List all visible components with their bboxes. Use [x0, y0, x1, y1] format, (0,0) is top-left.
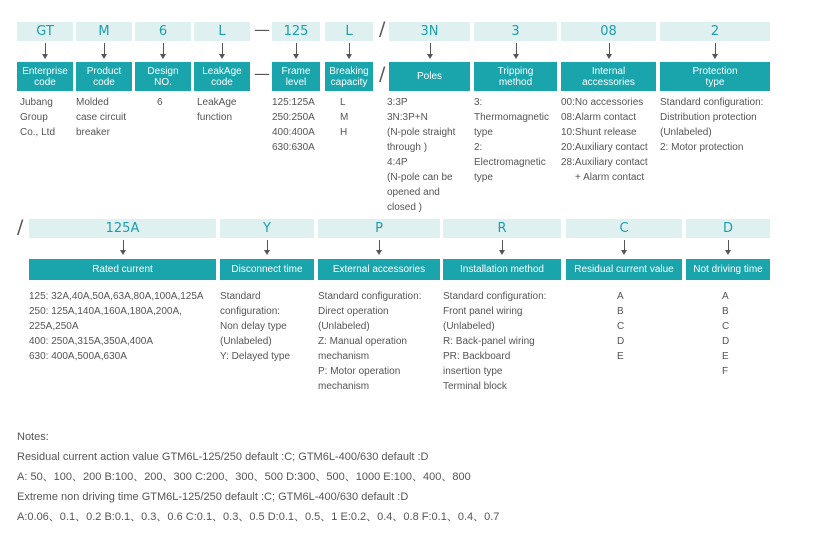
arrow-down-icon: [609, 43, 610, 55]
description-line: through ): [387, 142, 428, 153]
separator-dash: —: [254, 64, 270, 83]
description-line: Terminal block: [443, 381, 507, 392]
poles-header: Poles: [389, 62, 470, 91]
design-no-description: [157, 95, 163, 110]
description-line: 250: 125A,140A,160A,180A,200A,: [29, 306, 182, 317]
description-line: case circuit: [76, 112, 127, 123]
external-accessories-description: [318, 289, 421, 394]
description-line: insertion type: [443, 366, 503, 377]
description-line: Distribution protection: [660, 112, 757, 123]
description-line: 400: 250A,315A,350A,400A: [29, 336, 153, 347]
arrow-down-icon: [222, 43, 223, 55]
description-line: (N-pole straight: [387, 127, 456, 138]
description-line: 00:No accessories: [561, 97, 644, 108]
arrow-down-icon: [624, 240, 625, 251]
breaking-capacity-value: L: [325, 22, 373, 41]
arrow-down-icon: [296, 43, 297, 55]
description-line: P: Motor operation: [318, 366, 401, 377]
arrow-down-icon: [715, 43, 716, 55]
description-line: 2:: [474, 142, 483, 153]
residual-current-value-description: [617, 289, 624, 364]
arrow-down-icon: [163, 43, 164, 55]
arrow-down-icon: [349, 43, 350, 55]
description-line: 20:Auxiliary contact: [561, 142, 648, 153]
installation-method-description: [443, 289, 546, 394]
description-line: opened and: [387, 187, 440, 198]
tripping-method-value: 3: [474, 22, 557, 41]
external-accessories-value: P: [318, 219, 440, 238]
product-code-value: M: [76, 22, 132, 41]
arrow-down-icon: [430, 43, 431, 55]
description-line: 2: Motor protection: [660, 142, 744, 153]
description-line: 125: 32A,40A,50A,63A,80A,100A,125A: [29, 291, 204, 302]
description-line: mechanism: [318, 381, 370, 392]
design-no-value: 6: [135, 22, 191, 41]
description-line: A: [722, 291, 729, 302]
arrow-down-icon: [45, 43, 46, 55]
description-line: R: Back-panel wiring: [443, 336, 535, 347]
description-line: A: [617, 291, 624, 302]
rated-current-description: [29, 289, 204, 364]
description-line: E: [617, 351, 624, 362]
description-line: B: [617, 306, 624, 317]
description-line: 630: 400A,500A,630A: [29, 351, 127, 362]
design-no-header: Design NO.: [135, 62, 191, 91]
description-line: Co., Ltd: [20, 127, 56, 138]
description-line: L: [340, 97, 346, 108]
description-line: D: [617, 336, 625, 347]
protection-type-value: 2: [660, 22, 770, 41]
description-line: Front panel wiring: [443, 306, 523, 317]
product-code-header: Product code: [76, 62, 132, 91]
description-line: B: [722, 306, 729, 317]
arrow-down-icon: [728, 240, 729, 251]
separator-slash: /: [379, 18, 386, 40]
arrow-down-icon: [516, 43, 517, 55]
residual-current-value-header: Residual current value: [566, 259, 682, 280]
arrow-down-icon: [104, 43, 105, 55]
description-line: F: [722, 366, 729, 377]
description-line: C: [617, 321, 625, 332]
description-line: Jubang: [20, 97, 53, 108]
disconnect-time-value: Y: [220, 219, 314, 238]
enterprise-code-value: GT: [17, 22, 73, 41]
description-line: 3:3P: [387, 97, 408, 108]
description-line: 630:630A: [272, 142, 315, 153]
frame-level-description: [272, 95, 315, 155]
separator-slash: /: [379, 63, 386, 85]
description-line: Z: Manual operation: [318, 336, 407, 347]
description-line: type: [474, 172, 493, 183]
description-line: 3N:3P+N: [387, 112, 428, 123]
tripping-method-description: [474, 95, 549, 185]
note-non-driving-time: Extreme non driving time GTM6L-125/250 default :C; GTM6L-400/630 default :D: [17, 491, 409, 503]
internal-accessories-value: 08: [561, 22, 656, 41]
description-line: Group: [20, 112, 48, 123]
separator-slash: /: [17, 216, 24, 238]
rated-current-header: Rated current: [29, 259, 216, 280]
description-line: (Unlabeled): [318, 321, 370, 332]
not-driving-time-description: [722, 289, 729, 379]
description-line: + Alarm contact: [575, 172, 645, 183]
tripping-method-header: Tripping method: [474, 62, 557, 91]
description-line: C: [722, 321, 730, 332]
description-line: Standard configuration:: [443, 291, 547, 302]
poles-description: [387, 95, 455, 215]
residual-current-value-value: C: [566, 219, 682, 238]
disconnect-time-description: [220, 289, 290, 364]
description-line: LeakAge: [197, 97, 237, 108]
description-line: 250:250A: [272, 112, 315, 123]
breaking-capacity-description: [340, 95, 348, 140]
note-residual-current: Residual current action value GTM6L-125/250 default :C; GTM6L-400/630 default :D: [17, 451, 429, 463]
description-line: (Unlabeled): [660, 127, 712, 138]
description-line: 28:Auxiliary contact: [561, 157, 648, 168]
protection-type-header: Protection type: [660, 62, 770, 91]
description-line: (N-pole can be: [387, 172, 453, 183]
leakage-code-header: LeakAge code: [194, 62, 250, 91]
protection-type-description: [660, 95, 763, 155]
description-line: 400:400A: [272, 127, 315, 138]
notes-section: [17, 427, 499, 527]
description-line: PR: Backboard: [443, 351, 511, 362]
description-line: 225A,250A: [29, 321, 79, 332]
installation-method-value: R: [443, 219, 561, 238]
breaking-capacity-header: Breaking capacity: [325, 62, 373, 91]
description-line: Electromagnetic: [474, 157, 546, 168]
description-line: 3:: [474, 97, 483, 108]
description-line: function: [197, 112, 233, 123]
product-code-description: [76, 95, 126, 140]
rated-current-value: 125A: [29, 219, 216, 238]
description-line: 08:Alarm contact: [561, 112, 637, 123]
not-driving-time-header: Not driving time: [686, 259, 770, 280]
description-line: Standard: [220, 291, 261, 302]
leakage-code-description: [197, 95, 236, 125]
enterprise-code-header: Enterprise code: [17, 62, 73, 91]
note-residual-current-values: A: 50、100、200 B:100、200、300 C:200、300、500 D:300、500、1000 E:100、400、800: [17, 471, 471, 483]
description-line: D: [722, 336, 730, 347]
arrow-down-icon: [502, 240, 503, 251]
leakage-code-value: L: [194, 22, 250, 41]
description-line: Standard configuration:: [318, 291, 422, 302]
not-driving-time-value: D: [686, 219, 770, 238]
description-line: 10:Shunt release: [561, 127, 637, 138]
external-accessories-header: External accessories: [318, 259, 440, 280]
description-line: mechanism: [318, 351, 370, 362]
description-line: type: [474, 127, 493, 138]
description-line: 4:4P: [387, 157, 408, 168]
arrow-down-icon: [123, 240, 124, 251]
enterprise-code-description: [20, 95, 55, 140]
frame-level-value: 125: [272, 22, 320, 41]
description-line: Thermomagnetic: [474, 112, 550, 123]
description-line: E: [722, 351, 729, 362]
description-line: H: [340, 127, 348, 138]
disconnect-time-header: Disconnect time: [220, 259, 314, 280]
description-line: M: [340, 112, 349, 123]
description-line: Non delay type: [220, 321, 287, 332]
arrow-down-icon: [379, 240, 380, 251]
description-line: closed ): [387, 202, 423, 213]
arrow-down-icon: [267, 240, 268, 251]
description-line: Molded: [76, 97, 109, 108]
installation-method-header: Installation method: [443, 259, 561, 280]
poles-value: 3N: [389, 22, 470, 41]
description-line: 6: [157, 97, 163, 108]
notes-title: Notes:: [17, 431, 49, 443]
description-line: breaker: [76, 127, 110, 138]
description-line: (Unlabeled): [443, 321, 495, 332]
description-line: configuration:: [220, 306, 281, 317]
description-line: 125:125A: [272, 97, 315, 108]
internal-accessories-header: Internal accessories: [561, 62, 656, 91]
description-line: Y: Delayed type: [220, 351, 291, 362]
frame-level-header: Frame level: [272, 62, 320, 91]
description-line: Direct operation: [318, 306, 389, 317]
separator-dash: —: [254, 20, 270, 39]
note-non-driving-time-values: A:0.06、0.1、0.2 B:0.1、0.3、0.6 C:0.1、0.3、0.5 D:0.1、0.5、1 E:0.2、0.4、0.8 F:0.1、0.4、0.7: [17, 511, 500, 523]
description-line: (Unlabeled): [220, 336, 272, 347]
internal-accessories-description: [561, 95, 648, 185]
description-line: Standard configuration:: [660, 97, 764, 108]
